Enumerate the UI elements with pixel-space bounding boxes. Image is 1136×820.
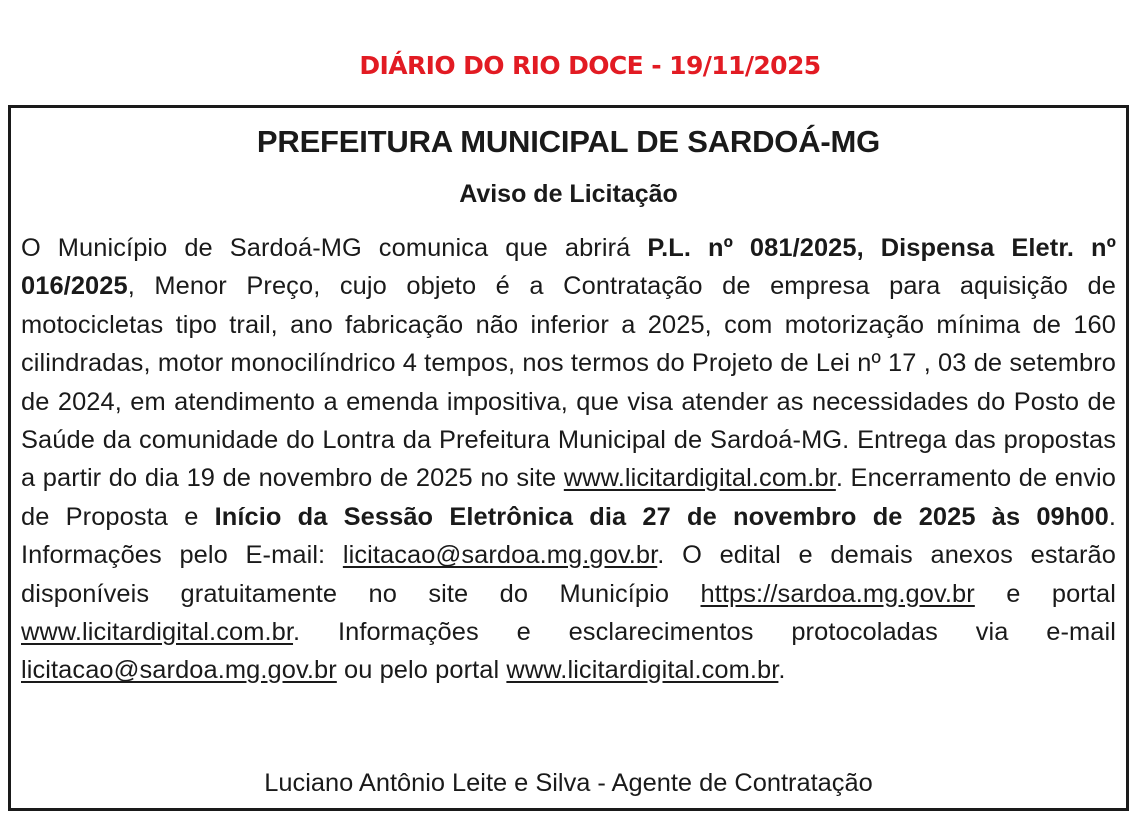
text-segment: . (778, 656, 786, 685)
text-segment: . Informações e esclarecimentos protocoladas via e-mail (293, 618, 1116, 647)
email-link[interactable]: licitacao@sardoa.mg.gov.br (342, 541, 658, 570)
process-number: P.L. nº 081/2025, Dispensa Eletr. nº 016/2025 (21, 234, 1116, 301)
text-segment: O Município de Sardoá-MG comunica que abrirá (21, 234, 648, 262)
text-segment: . Informações pelo E-mail: (21, 502, 1116, 570)
text-segment: . Encerramento de envio de Proposta e (21, 464, 1116, 531)
licitar-digital-link[interactable]: www.licitardigital.com.br (563, 464, 836, 493)
signature: Luciano Antônio Leite e Silva - Agente de Contratação (264, 769, 873, 797)
text-segment: , Menor Preço, cujo objeto é a Contratação de empresa para aquisição de motocicletas tipo trail, ano fabricação não inferior a 2025, com motorização mínima de 160 cilindradas, motor monocilíndrico 4 tempos, nos termos do Projeto de Lei nº 17 , 03 de setembro de 2024, em atendimento a emenda impositiva, que visa atender as necessidades do Posto de Saúde da comunidade do Lontra da Prefeitura Municipal de Sardoá-MG. Entrega das propostas a partir do dia 19 de novembro de 2025 no site (21, 272, 1116, 493)
licitar-digital-link[interactable]: www.licitardigital.com.br (21, 618, 294, 647)
text-segment: . O edital e demais anexos estarão disponíveis gratuitamente no site do Município (21, 541, 1116, 608)
session-start-date: Início da Sessão Eletrônica dia 27 de novembro de 2025 às 09h00 (214, 502, 1109, 531)
notice-body (21, 229, 1116, 690)
text-segment: ou pelo portal (336, 656, 507, 685)
newspaper-header: DIÁRIO DO RIO DOCE - 19/11/2025 (359, 51, 821, 80)
notice-title: PREFEITURA MUNICIPAL DE SARDOÁ-MG (256, 124, 881, 159)
text-segment: e portal (974, 579, 1116, 608)
municipality-site-link[interactable]: https://sardoa.mg.gov.br (700, 579, 975, 608)
licitar-digital-link[interactable]: www.licitardigital.com.br (506, 656, 779, 685)
email-link[interactable]: licitacao@sardoa.mg.gov.br (21, 656, 337, 685)
notice-subtitle: Aviso de Licitação (459, 180, 678, 208)
notice-box (8, 105, 1129, 811)
